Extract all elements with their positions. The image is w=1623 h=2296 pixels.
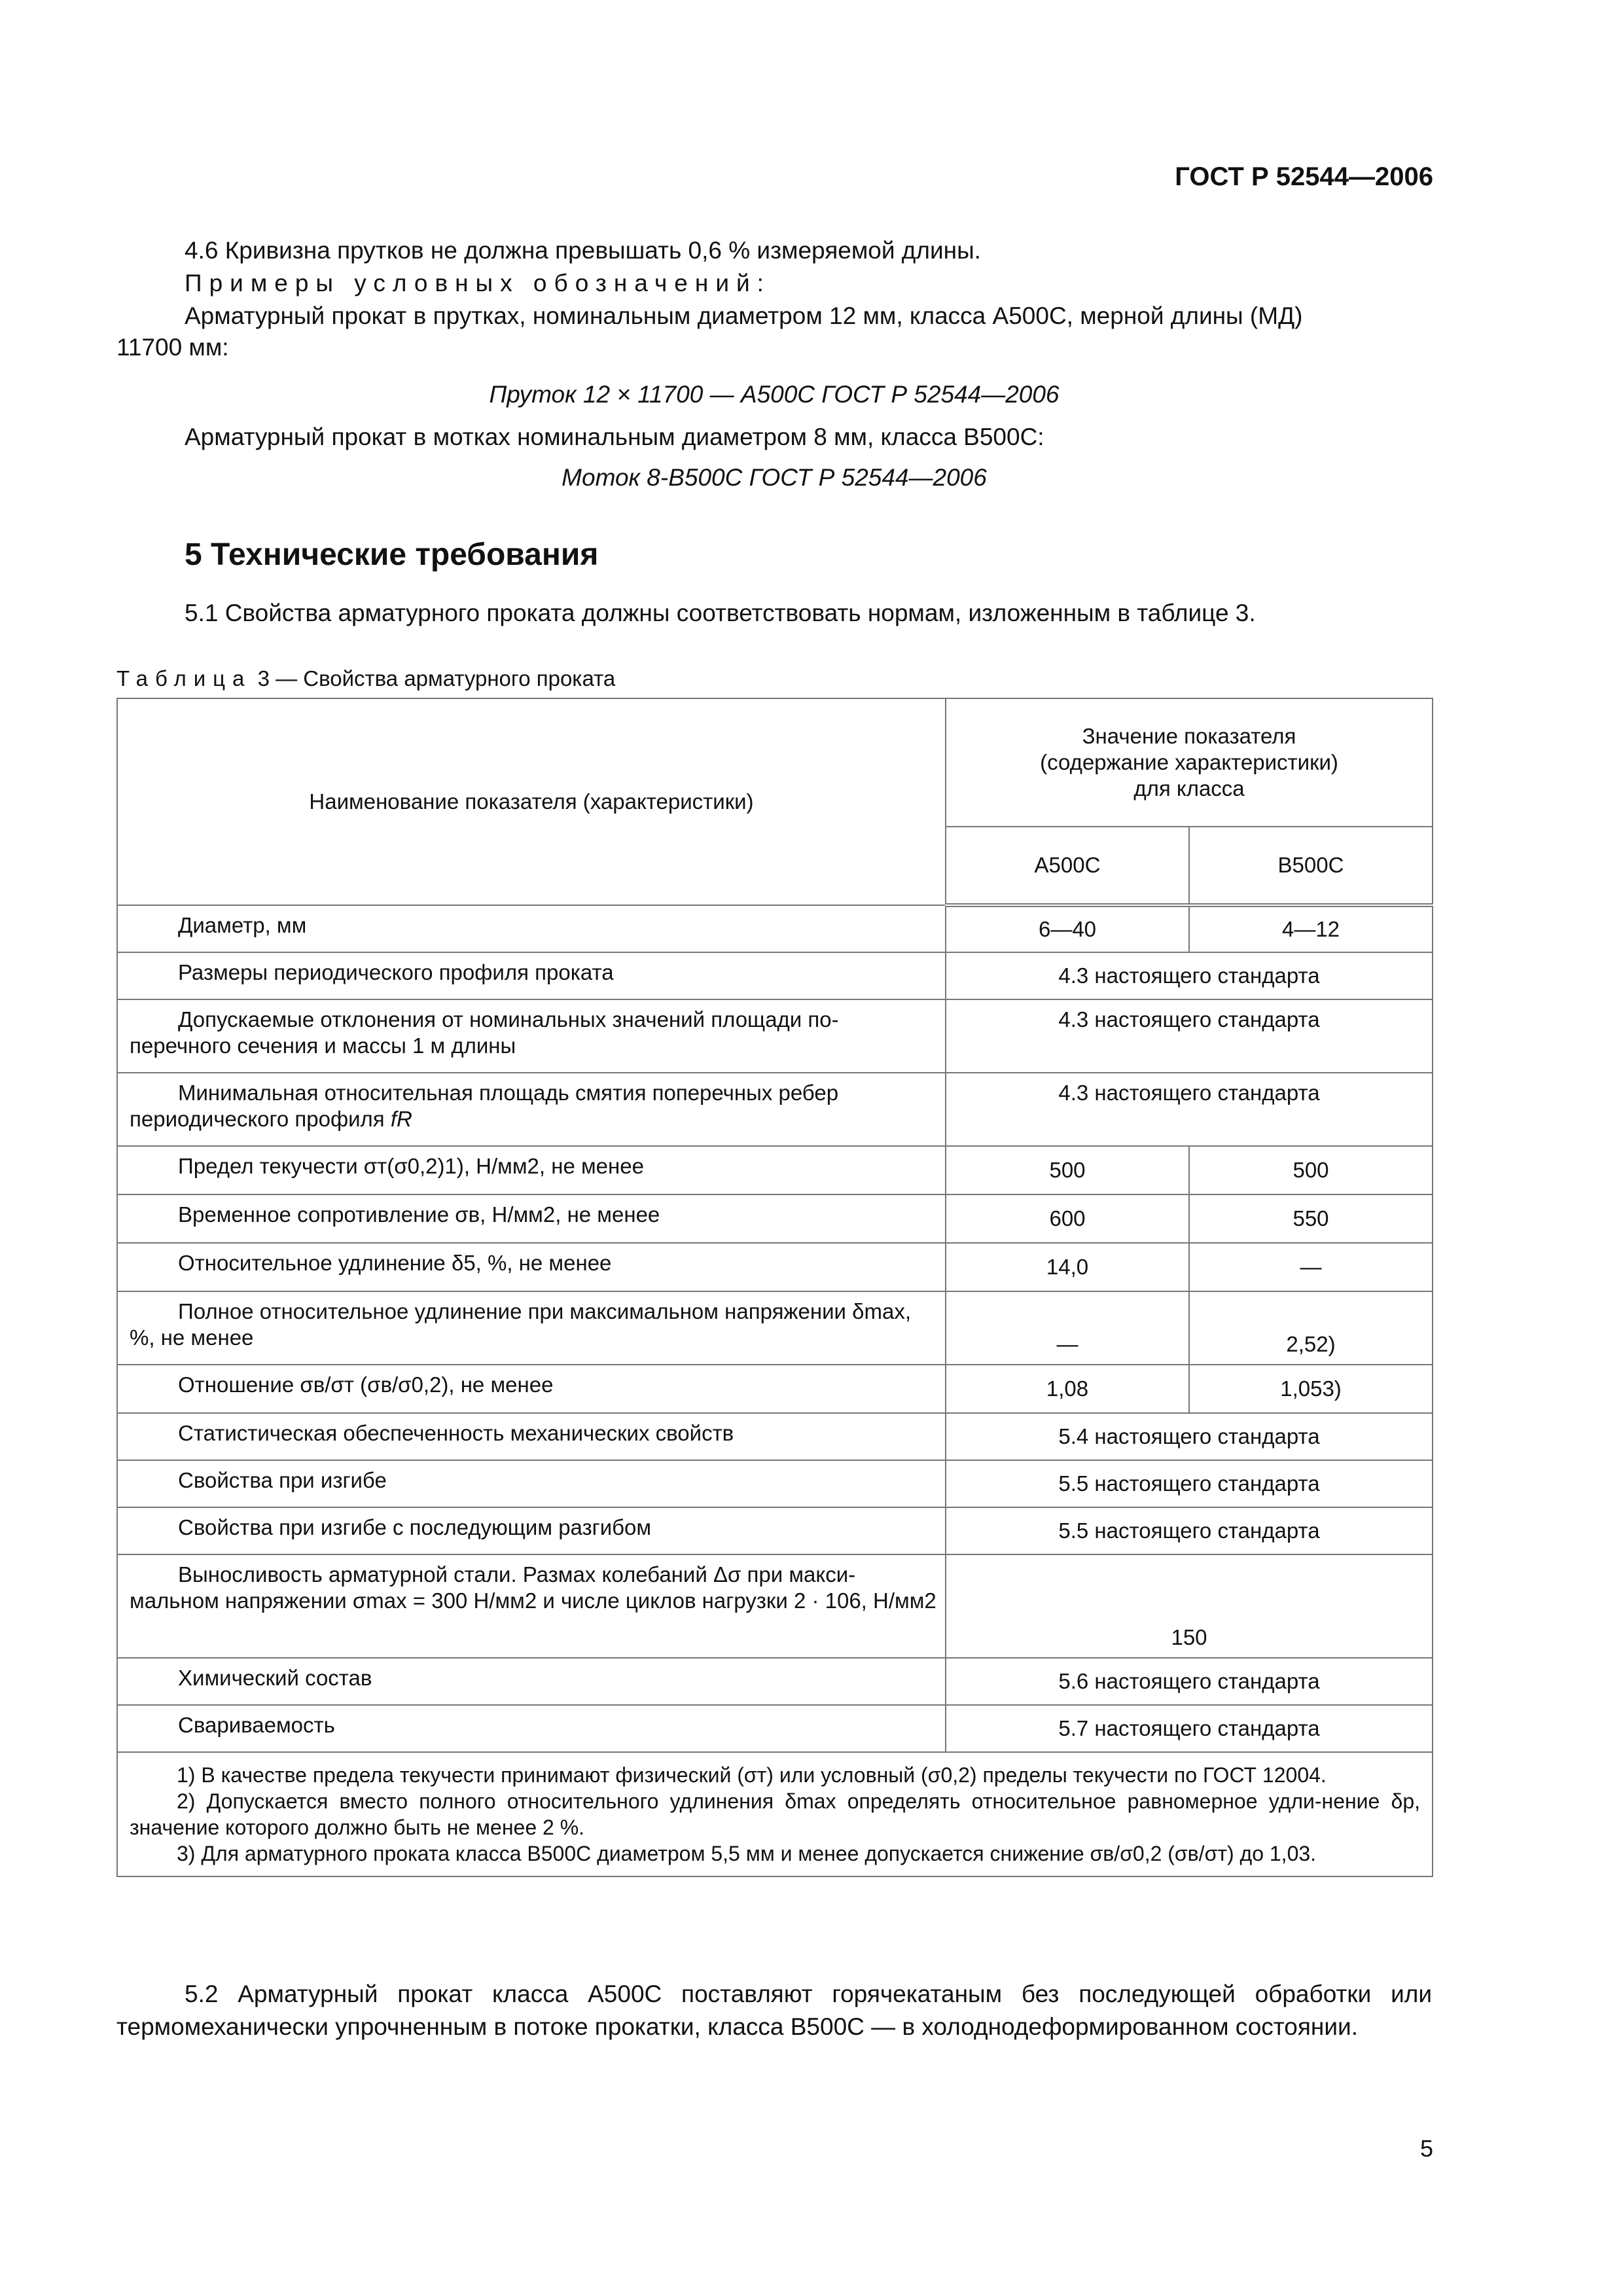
properties-table: [116, 698, 1433, 1877]
table-row: Отношение σв/σт (σв/σ0,2), не менее 1,08 1,053): [117, 1365, 1433, 1413]
table-row: Свойства при изгибе с последующим разгибом 5.5 настоящего стандарта: [117, 1507, 1433, 1554]
page-number: 5: [1419, 2135, 1433, 2162]
table-3-caption: Таблица 3 — Свойства арматурного проката: [116, 666, 616, 691]
table-footnotes: [117, 1752, 1433, 1876]
example-1-designation: Пруток 12 × 11700 — А500С ГОСТ Р 52544—2006: [489, 381, 1060, 408]
example-2-text: Арматурный прокат в мотках номинальным диаметром 8 мм, класса В500С:: [185, 423, 1044, 450]
header-cell-name: Наименование показателя (характеристики): [117, 698, 946, 905]
header-class-b500c: В500С: [1189, 827, 1433, 905]
example-1-text: Арматурный прокат в прутках, номинальным диаметром 12 мм, класса А500С, мерной длины (МД): [185, 302, 1303, 329]
table-row: Статистическая обеспеченность механических свойств 5.4 настоящего стандарта: [117, 1413, 1433, 1460]
example-2-designation: Моток 8-В500С ГОСТ Р 52544—2006: [562, 464, 987, 491]
table-row: Допускаемые отклонения от номинальных значений площади по-перечного сечения и массы 1 м длины 4.3 настоящего стандарта: [117, 999, 1433, 1073]
table-row: Химический состав 5.6 настоящего стандарта: [117, 1658, 1433, 1705]
footnote-3: 3) Для арматурного проката класса В500С диаметром 5,5 мм и менее допускается снижение σв/σ0,2 (σв/σт) до 1,03.: [177, 1842, 1317, 1865]
clause-5-1: 5.1 Свойства арматурного проката должны соответствовать нормам, изложенным в таблице 3.: [185, 600, 1256, 626]
section-5-title: 5 Технические требования: [185, 537, 599, 572]
clause-4-6: 4.6 Кривизна прутков не должна превышать 0,6 % измеряемой длины.: [185, 237, 981, 264]
table-row: Выносливость арматурной стали. Размах колебаний Δσ при макси-мальном напряжении σmax = 300 Н/мм2 и числе циклов нагрузки 2 · 106, Н/мм2 150: [117, 1554, 1433, 1658]
table-row: Минимальная относительная площадь смятия поперечных ребер периодического профиля fR 4.3 настоящего стандарта: [117, 1073, 1433, 1146]
header-cell-value: Значение показателя (содержание характеристики) для класса: [946, 698, 1433, 827]
examples-label: Примеры условных обозначений:: [185, 270, 771, 296]
table-row: Относительное удлинение δ5, %, не менее 14,0 —: [117, 1243, 1433, 1291]
table-row: Размеры периодического профиля проката 4.3 настоящего стандарта: [117, 952, 1433, 999]
document-header: ГОСТ Р 52544—2006: [1175, 162, 1433, 191]
header-class-a500c: А500С: [946, 827, 1189, 905]
table-row: Полное относительное удлинение при максимальном напряжении δmax, %, не менее — 2,52): [117, 1291, 1433, 1365]
table-row: Свариваемость 5.7 настоящего стандарта: [117, 1705, 1433, 1752]
footnote-2: 2) Допускается вместо полного относительного удлинения δmax определять относительное равномерное удли-нение δр, значение которого должно быть не менее 2 %.: [130, 1789, 1421, 1839]
clause-5-2: 5.2 Арматурный прокат класса А500С поставляют горячекатаным без последующей обработки или термомеханически упрочненным в потоке прокатки, класса В500С — в холоднодеформированном состоянии.: [116, 1981, 1432, 2040]
table-row: Временное сопротивление σв, Н/мм2, не менее 600 550: [117, 1194, 1433, 1243]
table-row: Свойства при изгибе 5.5 настоящего стандарта: [117, 1460, 1433, 1507]
footnote-1: 1) В качестве предела текучести принимают физический (σт) или условный (σ0,2) пределы текучести по ГОСТ 12004.: [177, 1763, 1327, 1787]
table-row: Предел текучести σт(σ0,2)1), Н/мм2, не менее 500 500: [117, 1146, 1433, 1194]
table-row: Диаметр, мм 6—40 4—12: [117, 905, 1433, 952]
example-1-text-cont: 11700 мм:: [116, 334, 229, 361]
